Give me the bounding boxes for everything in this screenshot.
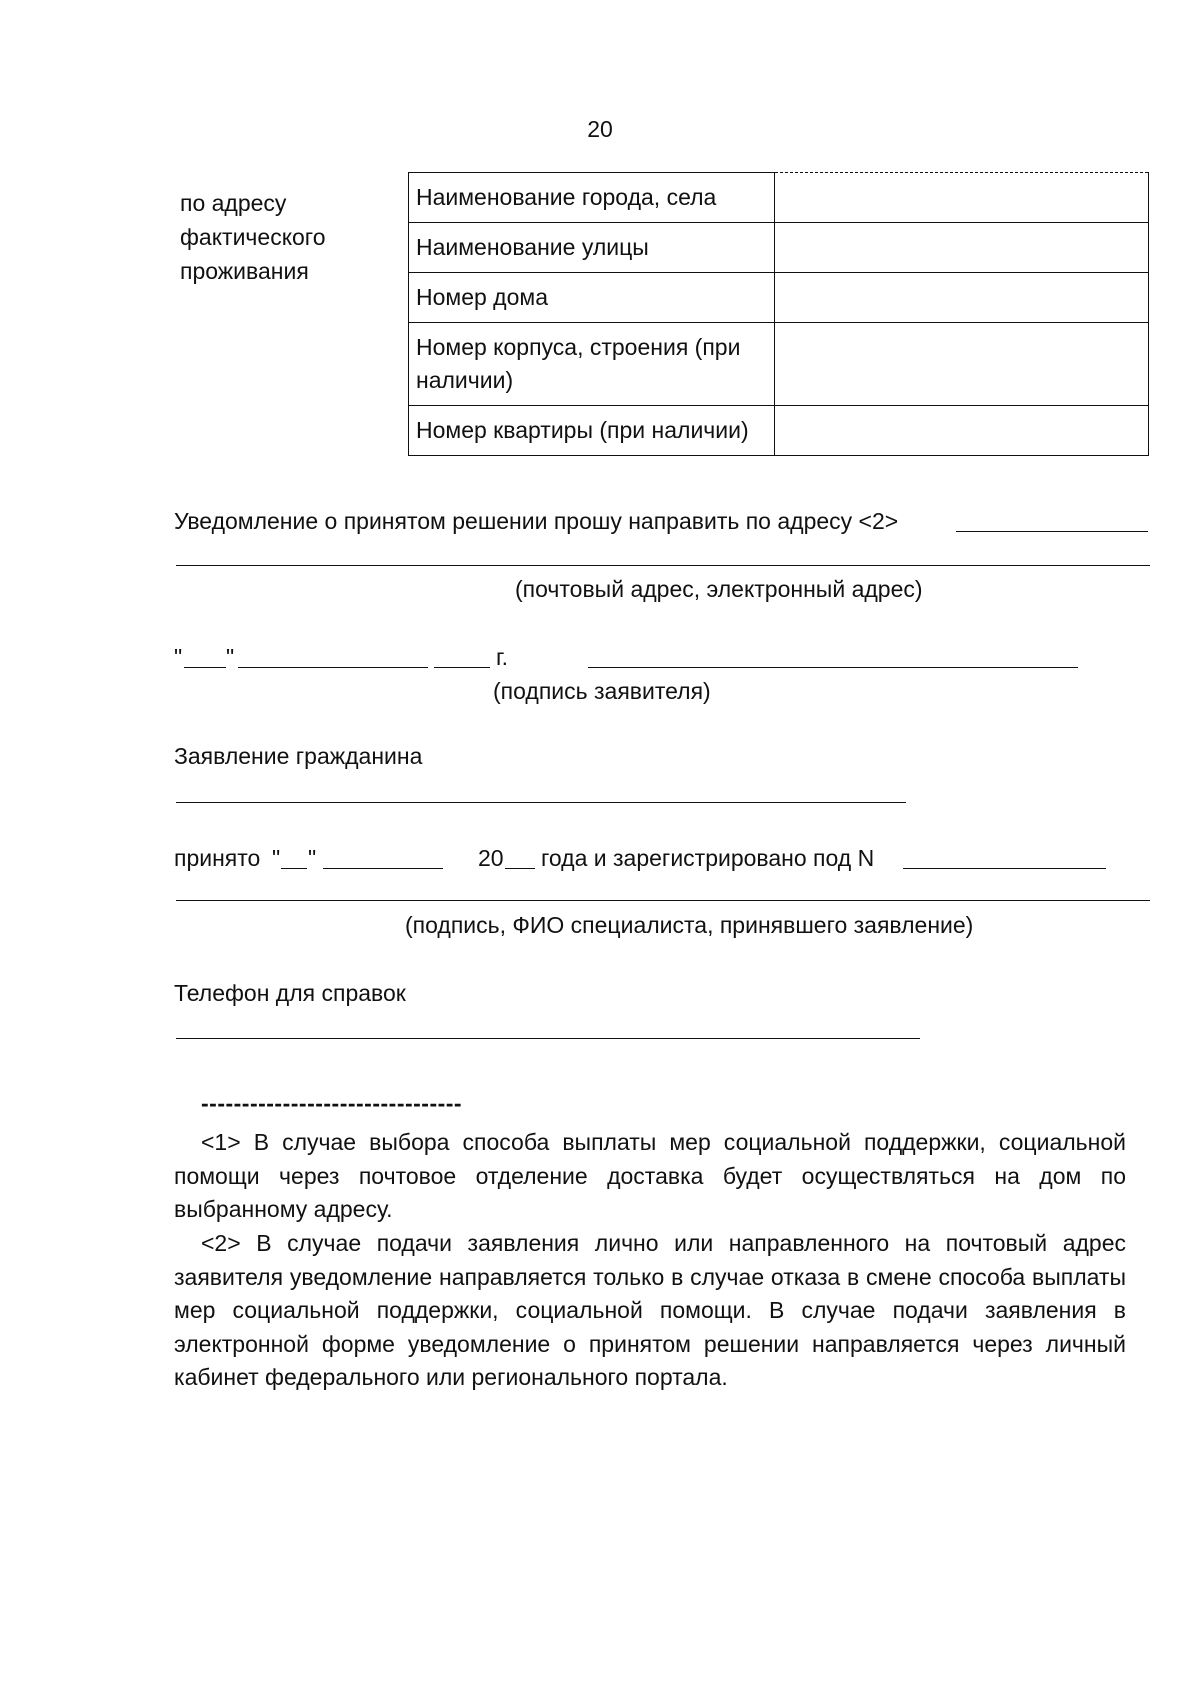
phone-field[interactable] [176, 1038, 920, 1039]
address-field-city[interactable] [775, 173, 1149, 223]
specialist-signature-line[interactable] [176, 900, 1150, 901]
phone-label: Телефон для справок [174, 980, 406, 1006]
date-quote-open: " [174, 644, 183, 670]
address-field-house[interactable] [775, 273, 1149, 323]
accepted-quote-open: " [272, 845, 281, 871]
address-row-label-house: Номер дома [409, 273, 775, 323]
accepted-year-prefix: 20 [478, 845, 504, 871]
footnote-1: <1> В случае выбора способа выплаты мер социальной поддержки, социальной помощи через почтовое отделение доставка будет осуществляться на дом по выбранному адресу. [174, 1129, 1126, 1222]
accepted-year-field[interactable] [505, 868, 535, 869]
address-label: по адресу фактического проживания [180, 190, 326, 284]
address-table [408, 172, 1149, 456]
table-row [409, 273, 1149, 323]
date-year-field[interactable] [434, 667, 490, 668]
footnote-separator: -------------------------------- [201, 1090, 463, 1116]
notification-address-field[interactable] [956, 531, 1148, 532]
accepted-prefix: принято [174, 845, 261, 871]
date-day-field[interactable] [184, 667, 226, 668]
table-row [409, 223, 1149, 273]
accepted-day-field[interactable] [281, 868, 307, 869]
table-row [409, 323, 1149, 406]
notification-caption: (почтовый адрес, электронный адрес) [515, 576, 923, 602]
accepted-quote-close: " [308, 845, 317, 871]
specialist-caption: (подпись, ФИО специалиста, принявшего заявление) [405, 912, 974, 938]
address-field-apartment[interactable] [775, 406, 1149, 456]
signature-caption: (подпись заявителя) [493, 678, 711, 704]
applicant-name-field[interactable] [176, 802, 906, 803]
table-row [409, 173, 1149, 223]
page-number: 20 [587, 116, 613, 142]
address-row-label-apartment: Номер квартиры (при наличии) [409, 406, 775, 456]
address-field-street[interactable] [775, 223, 1149, 273]
notification-address-line[interactable] [176, 565, 1150, 566]
registration-number-field[interactable] [903, 868, 1106, 869]
address-field-building[interactable] [775, 323, 1149, 406]
address-row-label-building: Номер корпуса, строения (при наличии) [409, 323, 775, 406]
notification-text: Уведомление о принятом решении прошу направить по адресу <2> [174, 508, 899, 534]
table-row [409, 406, 1149, 456]
date-month-field[interactable] [238, 667, 428, 668]
address-row-label-street: Наименование улицы [409, 223, 775, 273]
date-quote-close: " [226, 644, 235, 670]
address-row-label-city: Наименование города, села [409, 173, 775, 223]
date-year-suffix: г. [496, 644, 508, 670]
registered-text: года и зарегистрировано под N [541, 845, 875, 871]
application-title: Заявление гражданина [174, 743, 423, 769]
signature-field[interactable] [588, 667, 1078, 668]
footnote-2: <2> В случае подачи заявления лично или направленного на почтовый адрес заявителя уведомление направляется только в случае отказа в смене способа выплаты мер социальной поддержки, социальной помощи. В случае подачи заявления в электронной форме уведомление о принятом решении направляется через личный кабинет федерального или регионального портала. [174, 1230, 1126, 1390]
accepted-month-field[interactable] [323, 868, 443, 869]
